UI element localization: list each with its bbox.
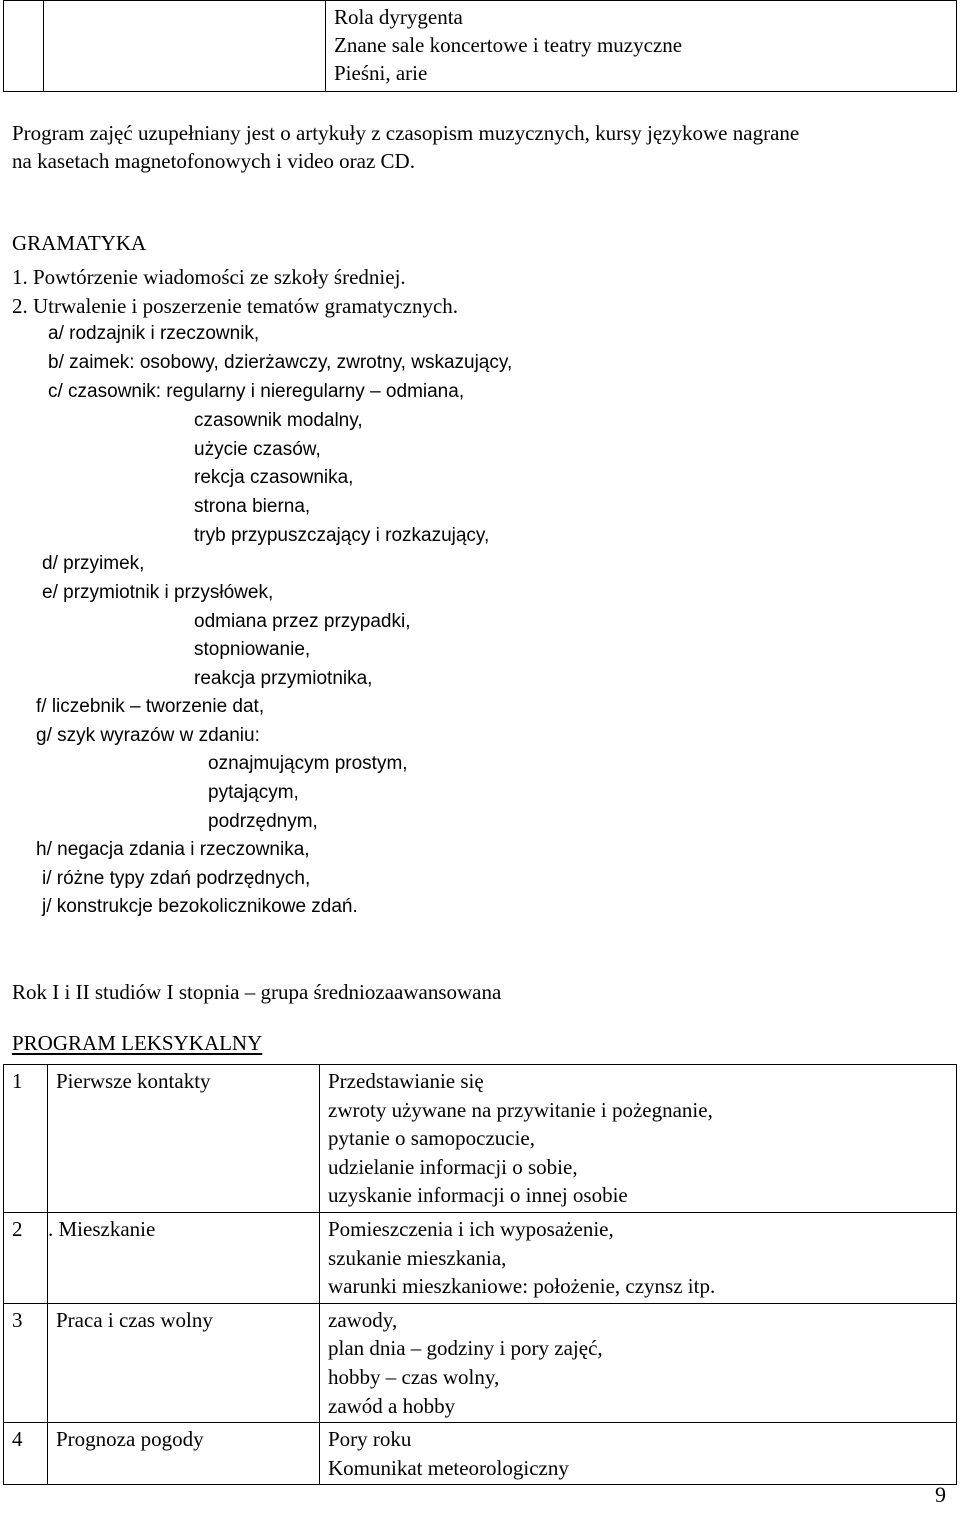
grammar-subitem: rekcja czasownika, [194,467,354,488]
top-table-content-cell [326,1,957,92]
grammar-subitem: tryb przypuszczający i rozkazujący, [194,525,490,546]
grammar-subitem: podrzędnym, [208,811,318,832]
content-line: zawody, [328,1307,398,1332]
top-table [3,0,957,92]
page-number: 9 [935,1482,946,1507]
content-line: zwroty używane na przywitanie i pożegnanie, [328,1097,713,1122]
content-line: pytanie o samopoczucie, [328,1126,536,1151]
lexical-table [3,1064,957,1485]
grammar-subitem: d/ przyimek, [42,553,145,574]
top-table-line: Pieśni, arie [334,61,428,85]
grammar-subitem: i/ różne typy zdań podrzędnych, [42,868,311,889]
row-topic: Prognoza pogody [48,1423,320,1485]
grammar-subitem: e/ przymiotnik i przysłówek, [42,582,274,603]
row-number: 3 [4,1303,48,1422]
row-content [320,1423,957,1485]
row-topic: Praca i czas wolny [48,1303,320,1422]
grammar-subitem: a/ rodzajnik i rzeczownik, [48,323,260,344]
content-line: plan dnia – godziny i pory zajęć, [328,1336,603,1361]
content-line: szukanie mieszkania, [328,1245,507,1270]
grammar-subitem: c/ czasownik: regularny i nieregularny – odmiana, [48,381,465,402]
top-table-empty-cell-2 [44,1,326,92]
grammar-subitem: f/ liczebnik – tworzenie dat, [36,696,265,717]
grammar-subitem: odmiana przez przypadki, [194,611,411,632]
top-table-empty-cell-1 [4,1,44,92]
program-note-line: Program zajęć uzupełniany jest o artykuły z czasopism muzycznych, kursy językowe nagrane [12,121,800,145]
grammar-subitem: oznajmującym prostym, [208,753,408,774]
content-line: hobby – czas wolny, [328,1364,500,1389]
table-row [4,1212,957,1303]
row-content [320,1212,957,1303]
top-table-line: Rola dyrygenta [334,5,463,29]
row-number: 4 [4,1423,48,1485]
grammar-item: 2. Utrwalenie i poszerzenie tematów gramatycznych. [12,294,459,318]
content-line: udzielanie informacji o sobie, [328,1154,578,1179]
content-line: zawód a hobby [328,1393,456,1418]
content-line: warunki mieszkaniowe: położenie, czynsz itp. [328,1274,716,1299]
grammar-item: 1. Powtórzenie wiadomości ze szkoły średniej. [12,265,406,289]
grammar-subitem: pytającym, [208,782,299,803]
section-heading: Rok I i II studiów I stopnia – grupa średniozaawansowana [12,980,502,1004]
grammar-subitem: reakcja przymiotnika, [194,668,373,689]
content-line: uzyskanie informacji o innej osobie [328,1183,628,1208]
content-line: Komunikat meteorologiczny [328,1455,569,1480]
grammar-subitem: strona bierna, [194,496,311,517]
row-content [320,1065,957,1213]
content-line: Pory roku [328,1427,412,1452]
row-number: 1 [4,1065,48,1213]
program-note-line: na kasetach magnetofonowych i video oraz CD. [12,149,415,173]
table-row [4,1065,957,1213]
table-row [4,1423,957,1485]
grammar-subitem: stopniowanie, [194,639,311,660]
grammar-subitem: użycie czasów, [194,439,321,460]
grammar-heading: GRAMATYKA [12,231,147,255]
table-row [4,1303,957,1422]
lexical-heading: PROGRAM LEKSYKALNY [12,1031,263,1055]
top-table-line: Znane sale koncertowe i teatry muzyczne [334,33,683,57]
row-topic: Pierwsze kontakty [48,1065,320,1213]
row-topic: . Mieszkanie [48,1212,320,1303]
grammar-subitem: b/ zaimek: osobowy, dzierżawczy, zwrotny, wskazujący, [48,352,513,373]
row-content [320,1303,957,1422]
row-number: 2 [4,1212,48,1303]
grammar-subitem: h/ negacja zdania i rzeczownika, [36,839,310,860]
content-line: Przedstawianie się [328,1069,484,1093]
content-line: Pomieszczenia i ich wyposażenie, [328,1216,614,1241]
grammar-subitem: j/ konstrukcje bezokolicznikowe zdań. [42,896,358,917]
grammar-subitem: g/ szyk wyrazów w zdaniu: [36,725,260,746]
grammar-subitem: czasownik modalny, [194,410,363,431]
